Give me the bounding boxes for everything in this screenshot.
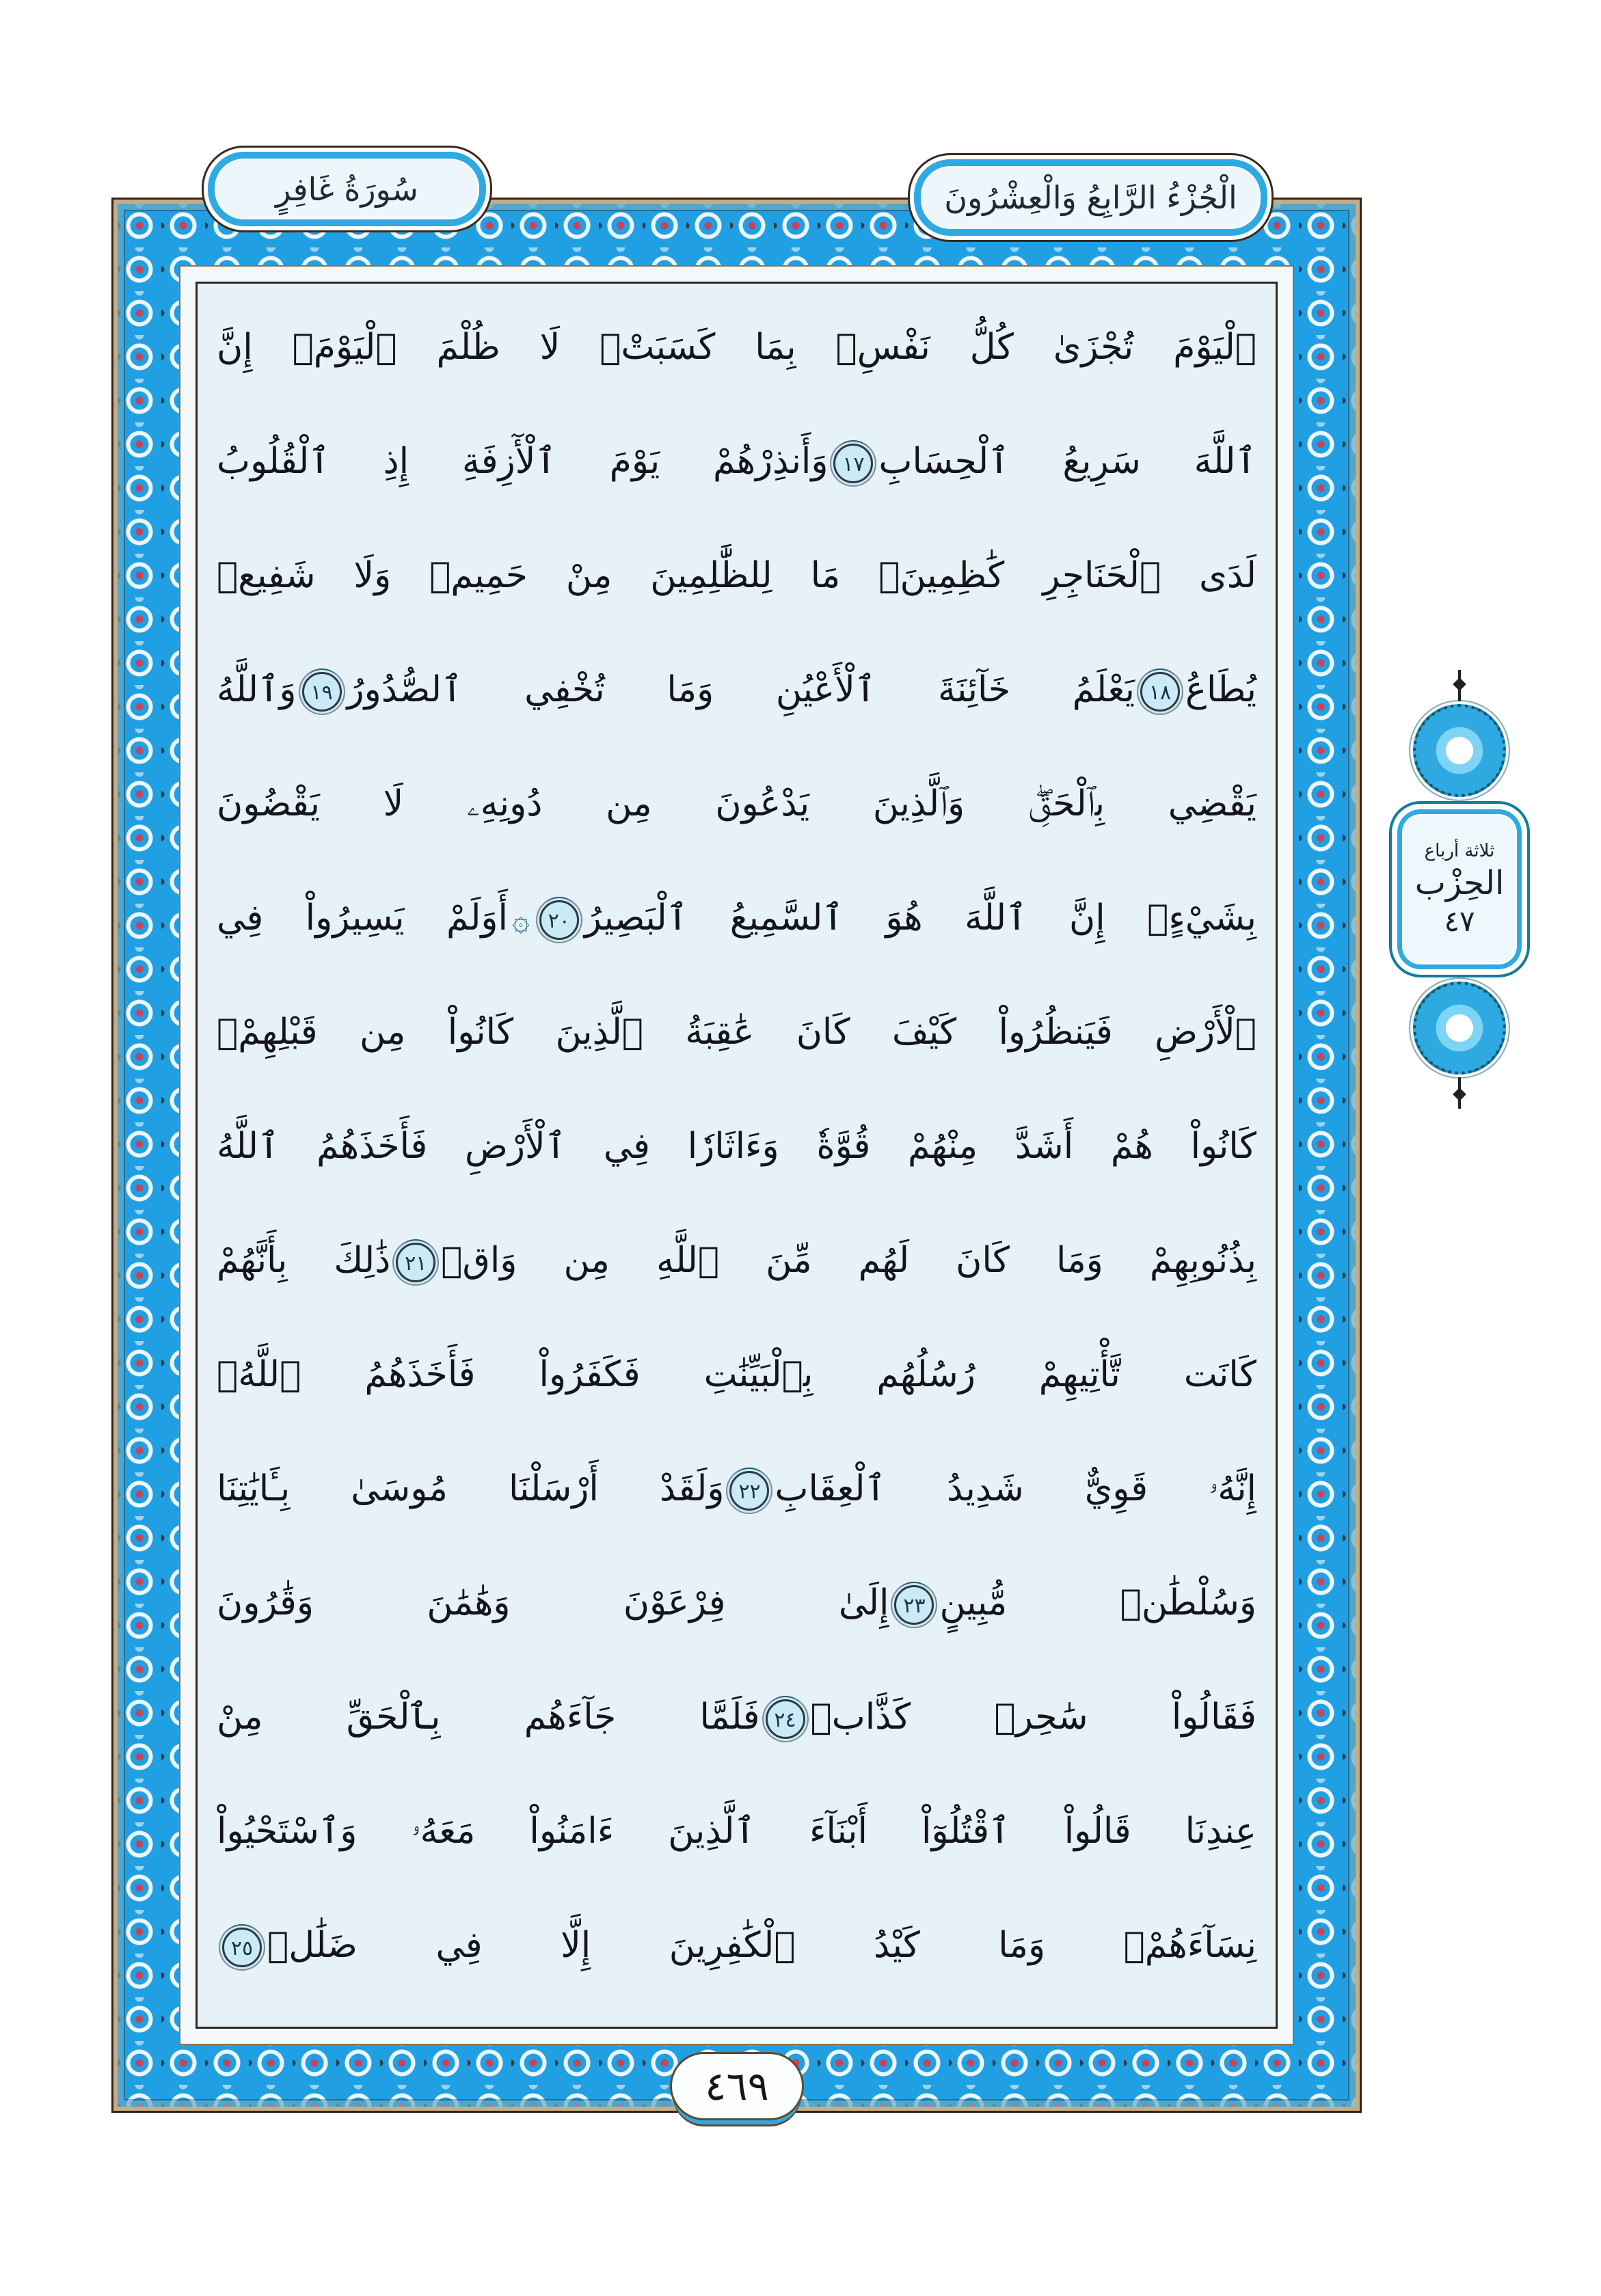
ayah-number-marker: ٢٠: [539, 900, 579, 940]
frame-inner-margin: [179, 265, 1294, 2045]
ayah-text: يُطَاعُ: [1185, 669, 1256, 710]
ayah-text: إِلَىٰ فِرْعَوْنَ وَهَٰمَٰنَ وَقَٰرُونَ: [217, 1582, 889, 1623]
quran-line: [217, 1318, 1256, 1432]
ayah-text: فَقَالُواْ سَٰحِرٞ كَذَّابٞ: [810, 1697, 1256, 1738]
ayah-text: وَأَنذِرْهُمْ يَوْمَ ٱلْأٓزِفَةِ إِذِ ٱلْقُلُوبُ: [217, 441, 829, 482]
ayah-number-marker: ٢١: [396, 1243, 435, 1282]
ayah-number-marker: ٢٣: [894, 1585, 934, 1625]
ayah-text: إِنَّهُۥ قَوِيٌّ شَدِيدُ ٱلْعِقَابِ: [775, 1468, 1256, 1509]
ayah-number-marker: ١٩: [302, 672, 342, 712]
ayah-text: ذَٰلِكَ بِأَنَّهُمْ: [217, 1240, 391, 1281]
ayah-text: وَلَقَدْ أَرْسَلْنَا مُوسَىٰ بِـَٔايَٰتِنَا: [217, 1468, 725, 1509]
juz-name-cartouche: [908, 153, 1274, 242]
quran-line: [217, 405, 1256, 519]
quran-line: [217, 1546, 1256, 1660]
hizb-word-label: الحِزْب: [1414, 864, 1505, 902]
page-number: ٤٦٩: [705, 2063, 769, 2109]
quran-line: [217, 747, 1256, 861]
hizb-quarter-label: ثلاثة أرباع: [1424, 841, 1495, 861]
quran-line: [217, 291, 1256, 405]
medallion-bottom-finial-icon: [1458, 1077, 1461, 1109]
quran-lines: [217, 291, 1256, 2020]
ayah-number-marker: ٢٢: [729, 1471, 769, 1511]
ayah-text: يَقْضِي بِٱلْحَقِّۖ وَٱلَّذِينَ يَدْعُونَ مِن دُونِهِۦ لَا يَقْضُونَ: [217, 783, 1256, 824]
ayah-text: كَانَت تَّأْتِيهِمْ رُسُلُهُم بِٱلْبَيِّنَٰتِ فَكَفَرُواْ فَأَخَذَهُمُ ٱللَّهُۚ: [217, 1354, 1256, 1395]
text-panel: [196, 282, 1278, 2029]
hizb-medallion: [1377, 670, 1542, 1148]
medallion-rosette-icon: [1413, 982, 1506, 1075]
quran-line: [217, 1774, 1256, 1889]
hizb-marker-box: [1389, 801, 1530, 977]
rub-el-hizb-icon: ۞: [511, 902, 530, 938]
ayah-text: عِندِنَا قَالُواْ ٱقْتُلُوٓاْ أَبْنَآءَ ٱلَّذِينَ ءَامَنُواْ مَعَهُۥ وَٱسْتَحْيُواْ: [217, 1811, 1256, 1852]
ayah-number-marker: ١٨: [1140, 672, 1180, 712]
quran-line: [217, 975, 1256, 1090]
page-number-cartouche: [670, 2052, 804, 2120]
ayah-text: ٱلْيَوْمَ تُجْزَىٰ كُلُّ نَفْسِۭ بِمَا كَسَبَتْۚ لَا ظُلْمَ ٱلْيَوْمَۚ إِنَّ: [217, 327, 1256, 368]
surah-name-cartouche: [202, 146, 492, 232]
ayah-text: ٱللَّهَ سَرِيعُ ٱلْحِسَابِ: [878, 441, 1256, 482]
hizb-number: ٤٧: [1444, 904, 1475, 938]
ayah-text: أَوَلَمْ يَسِيرُواْ فِي: [217, 897, 508, 938]
quran-line: [217, 1889, 1256, 2003]
quran-line: [217, 1660, 1256, 1774]
ayah-number-marker: ٢٥: [222, 1928, 262, 1967]
ayah-text: يَعْلَمُ خَآئِنَةَ ٱلْأَعْيُنِ وَمَا تُخْفِي ٱلصُّدُورُ: [347, 669, 1135, 710]
ayah-text: فَلَمَّا جَآءَهُم بِٱلْحَقِّ مِنْ: [217, 1697, 760, 1738]
quran-line: [217, 861, 1256, 975]
quran-line: [217, 1204, 1256, 1318]
juz-name-label: الْجُزْءُ الرَّابِعُ وَالْعِشْرُونَ: [944, 179, 1237, 216]
ayah-number-marker: ٢٤: [766, 1699, 805, 1739]
ayah-text: وَٱللَّهُ: [217, 669, 297, 710]
quran-line: [217, 1432, 1256, 1546]
ayah-text: لَدَى ٱلْحَنَاجِرِ كَٰظِمِينَۚ مَا لِلظَّٰلِمِينَ مِنْ حَمِيمٖ وَلَا شَفِيعٖ: [217, 555, 1256, 596]
ayah-text: بِشَيْءٍۗ إِنَّ ٱللَّهَ هُوَ ٱلسَّمِيعُ ٱلْبَصِيرُ: [584, 897, 1256, 938]
decorative-border-frame: [111, 198, 1362, 2113]
quran-line: [217, 1090, 1256, 1204]
medallion-top-finial-icon: [1458, 670, 1461, 701]
surah-name-label: سُورَةُ غَافِرٍ: [275, 170, 418, 208]
ayah-number-marker: ١٧: [833, 444, 873, 483]
ayah-text: وَسُلْطَٰنٖ مُّبِينٍ: [939, 1582, 1256, 1623]
ayah-text: نِسَآءَهُمْۚ وَمَا كَيْدُ ٱلْكَٰفِرِينَ إِلَّا فِي ضَلَٰلٖ: [267, 1925, 1256, 1966]
ayah-text: بِذُنُوبِهِمْ وَمَا كَانَ لَهُم مِّنَ ٱللَّهِ مِن وَاقٖ: [441, 1240, 1257, 1281]
ayah-text: ٱلْأَرْضِ فَيَنظُرُواْ كَيْفَ كَانَ عَٰقِبَةُ ٱلَّذِينَ كَانُواْ مِن قَبْلِهِمْۚ: [217, 1012, 1256, 1053]
medallion-rosette-icon: [1413, 704, 1506, 797]
quran-line: [217, 519, 1256, 633]
quran-line: [217, 633, 1256, 747]
ayah-text: كَانُواْ هُمْ أَشَدَّ مِنْهُمْ قُوَّةٗ وَءَاثَارٗا فِي ٱلْأَرْضِ فَأَخَذَهُمُ ٱللَّهُ: [217, 1126, 1256, 1167]
